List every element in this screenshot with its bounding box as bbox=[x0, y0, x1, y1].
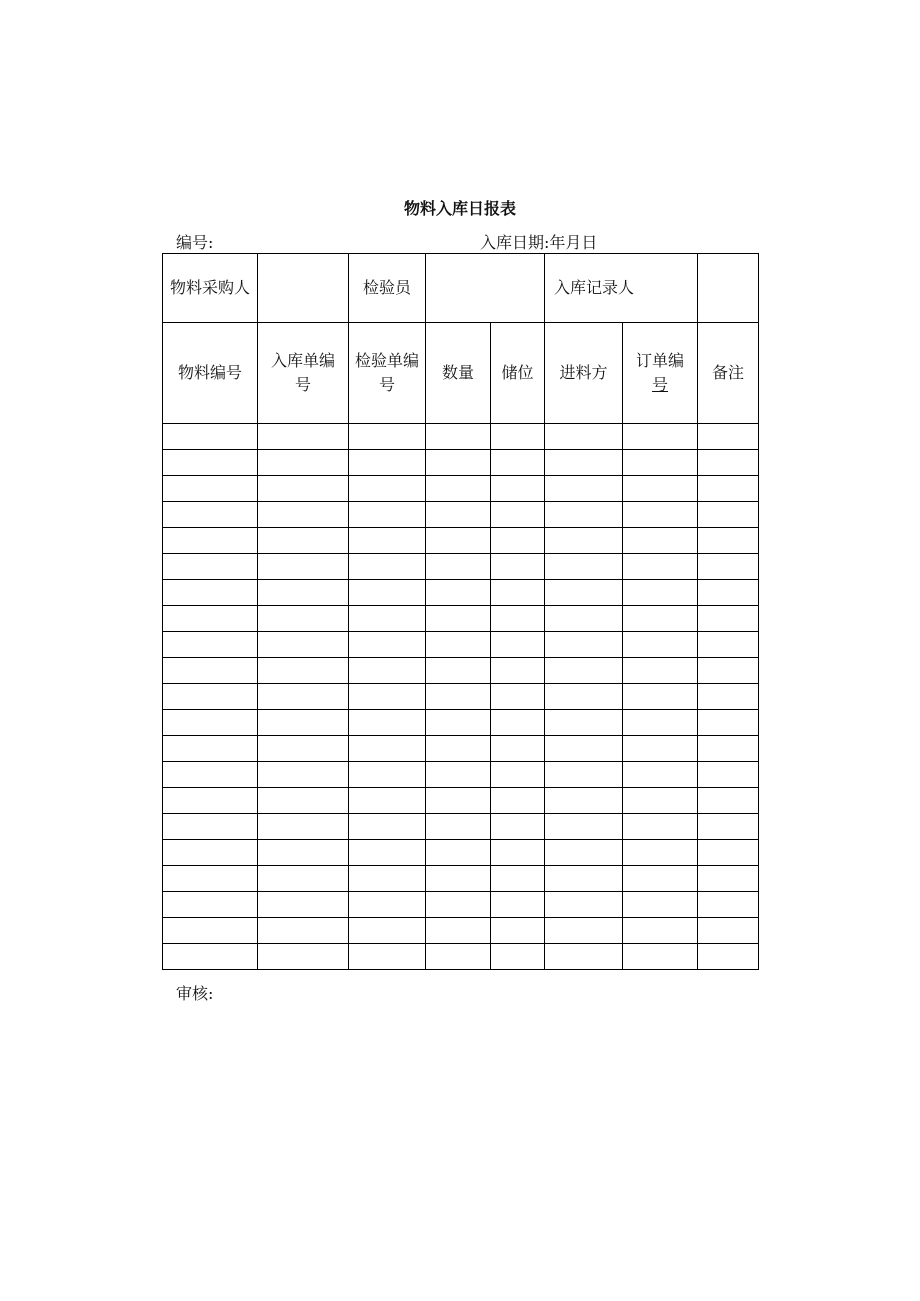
table-cell[interactable] bbox=[258, 814, 349, 840]
table-cell[interactable] bbox=[163, 736, 258, 762]
receipt-date-label: 入库日期:年月日 bbox=[480, 233, 598, 252]
table-row bbox=[163, 918, 759, 944]
table-cell[interactable] bbox=[258, 684, 349, 710]
table-cell[interactable] bbox=[698, 788, 759, 814]
table-cell[interactable] bbox=[258, 658, 349, 684]
table-cell[interactable] bbox=[258, 710, 349, 736]
table-cell[interactable] bbox=[545, 736, 623, 762]
table-cell[interactable] bbox=[491, 918, 545, 944]
table-cell[interactable] bbox=[349, 684, 426, 710]
table-cell[interactable] bbox=[623, 450, 698, 476]
table-cell[interactable] bbox=[426, 606, 491, 632]
table-cell[interactable] bbox=[623, 892, 698, 918]
table-cell[interactable] bbox=[698, 450, 759, 476]
table-cell[interactable] bbox=[698, 424, 759, 450]
table-cell[interactable] bbox=[349, 450, 426, 476]
header-storage-location: 储位 bbox=[491, 323, 545, 424]
table-cell[interactable] bbox=[163, 840, 258, 866]
table-cell[interactable] bbox=[258, 424, 349, 450]
table-cell[interactable] bbox=[545, 450, 623, 476]
table-cell[interactable] bbox=[349, 840, 426, 866]
table-cell[interactable] bbox=[623, 684, 698, 710]
table-cell[interactable] bbox=[545, 866, 623, 892]
table-cell[interactable] bbox=[491, 814, 545, 840]
table-cell[interactable] bbox=[258, 450, 349, 476]
inspector-label: 检验员 bbox=[349, 254, 426, 323]
table-cell[interactable] bbox=[349, 502, 426, 528]
table-cell[interactable] bbox=[163, 632, 258, 658]
table-cell[interactable] bbox=[349, 892, 426, 918]
purchaser-label: 物料采购人 bbox=[163, 254, 258, 323]
table-cell[interactable] bbox=[623, 580, 698, 606]
table-row bbox=[163, 658, 759, 684]
table-cell[interactable] bbox=[426, 632, 491, 658]
table-row bbox=[163, 606, 759, 632]
table-cell[interactable] bbox=[698, 658, 759, 684]
table-cell[interactable] bbox=[163, 684, 258, 710]
table-row bbox=[163, 944, 759, 970]
table-cell[interactable] bbox=[545, 476, 623, 502]
table-cell[interactable] bbox=[349, 580, 426, 606]
table-cell[interactable] bbox=[258, 476, 349, 502]
table-cell[interactable] bbox=[545, 502, 623, 528]
table-cell[interactable] bbox=[349, 476, 426, 502]
table-cell[interactable] bbox=[163, 866, 258, 892]
table-cell[interactable] bbox=[491, 736, 545, 762]
table-cell[interactable] bbox=[698, 684, 759, 710]
table-cell[interactable] bbox=[163, 606, 258, 632]
table-cell[interactable] bbox=[163, 580, 258, 606]
table-row bbox=[163, 710, 759, 736]
table-row bbox=[163, 424, 759, 450]
table-cell[interactable] bbox=[623, 710, 698, 736]
table-cell[interactable] bbox=[426, 944, 491, 970]
table-row bbox=[163, 788, 759, 814]
table-cell[interactable] bbox=[426, 762, 491, 788]
table-cell[interactable] bbox=[545, 528, 623, 554]
table-cell[interactable] bbox=[623, 502, 698, 528]
table-cell[interactable] bbox=[426, 528, 491, 554]
table-cell[interactable] bbox=[698, 918, 759, 944]
table-cell[interactable] bbox=[698, 892, 759, 918]
table-cell[interactable] bbox=[258, 840, 349, 866]
table-cell[interactable] bbox=[426, 918, 491, 944]
table-cell[interactable] bbox=[163, 424, 258, 450]
table-cell[interactable] bbox=[163, 554, 258, 580]
table-cell[interactable] bbox=[349, 736, 426, 762]
table-cell[interactable] bbox=[491, 424, 545, 450]
table-cell[interactable] bbox=[623, 606, 698, 632]
table-cell[interactable] bbox=[545, 632, 623, 658]
table-cell[interactable] bbox=[258, 944, 349, 970]
table-cell[interactable] bbox=[163, 944, 258, 970]
table-cell[interactable] bbox=[545, 606, 623, 632]
table-cell[interactable] bbox=[491, 528, 545, 554]
table-cell[interactable] bbox=[623, 554, 698, 580]
table-cell[interactable] bbox=[491, 944, 545, 970]
table-cell[interactable] bbox=[623, 840, 698, 866]
table-cell[interactable] bbox=[426, 580, 491, 606]
table-cell[interactable] bbox=[698, 866, 759, 892]
table-cell[interactable] bbox=[163, 892, 258, 918]
table-cell[interactable] bbox=[623, 944, 698, 970]
table-row bbox=[163, 528, 759, 554]
table-cell[interactable] bbox=[698, 606, 759, 632]
table-cell[interactable] bbox=[349, 554, 426, 580]
table-row bbox=[163, 554, 759, 580]
table-cell[interactable] bbox=[623, 866, 698, 892]
table-cell[interactable] bbox=[698, 476, 759, 502]
purchaser-input-cell[interactable] bbox=[258, 254, 349, 323]
table-row bbox=[163, 502, 759, 528]
table-cell[interactable] bbox=[426, 476, 491, 502]
table-cell[interactable] bbox=[163, 476, 258, 502]
table-cell[interactable] bbox=[545, 944, 623, 970]
header-supplier: 进料方 bbox=[545, 323, 623, 424]
table-cell[interactable] bbox=[258, 866, 349, 892]
table-cell[interactable] bbox=[258, 736, 349, 762]
table-cell[interactable] bbox=[349, 944, 426, 970]
table-cell[interactable] bbox=[623, 736, 698, 762]
table-cell[interactable] bbox=[258, 528, 349, 554]
table-cell[interactable] bbox=[491, 502, 545, 528]
table-cell[interactable] bbox=[426, 840, 491, 866]
table-cell[interactable] bbox=[698, 762, 759, 788]
table-cell[interactable] bbox=[426, 554, 491, 580]
table-row bbox=[163, 684, 759, 710]
table-cell[interactable] bbox=[491, 788, 545, 814]
table-cell[interactable] bbox=[163, 658, 258, 684]
table-cell[interactable] bbox=[491, 658, 545, 684]
table-cell[interactable] bbox=[545, 580, 623, 606]
table-row bbox=[163, 866, 759, 892]
table-cell[interactable] bbox=[698, 554, 759, 580]
table-row bbox=[163, 632, 759, 658]
table-cell[interactable] bbox=[349, 762, 426, 788]
column-header-row bbox=[163, 323, 759, 424]
table-cell[interactable] bbox=[163, 918, 258, 944]
table-cell[interactable] bbox=[426, 450, 491, 476]
table-cell[interactable] bbox=[698, 580, 759, 606]
table-cell[interactable] bbox=[258, 918, 349, 944]
recorder-label-cell bbox=[545, 254, 698, 323]
table-cell[interactable] bbox=[623, 476, 698, 502]
table-cell[interactable] bbox=[163, 788, 258, 814]
table-row bbox=[163, 736, 759, 762]
table-cell[interactable] bbox=[623, 788, 698, 814]
table-row bbox=[163, 450, 759, 476]
table-cell[interactable] bbox=[258, 580, 349, 606]
table-row bbox=[163, 892, 759, 918]
table-cell[interactable] bbox=[491, 866, 545, 892]
table-cell[interactable] bbox=[163, 762, 258, 788]
table-cell[interactable] bbox=[426, 502, 491, 528]
table-cell[interactable] bbox=[698, 944, 759, 970]
table-cell[interactable] bbox=[491, 762, 545, 788]
table-cell[interactable] bbox=[491, 632, 545, 658]
table-cell[interactable] bbox=[623, 424, 698, 450]
table-cell[interactable] bbox=[349, 528, 426, 554]
table-cell[interactable] bbox=[349, 814, 426, 840]
header-receipt-no: 入库单编 号 bbox=[258, 323, 349, 424]
table-cell[interactable] bbox=[698, 710, 759, 736]
table-cell[interactable] bbox=[163, 528, 258, 554]
table-cell[interactable] bbox=[491, 476, 545, 502]
table-cell[interactable] bbox=[163, 502, 258, 528]
table-cell[interactable] bbox=[426, 424, 491, 450]
table-cell[interactable] bbox=[426, 658, 491, 684]
table-row bbox=[163, 840, 759, 866]
table-cell[interactable] bbox=[258, 762, 349, 788]
table-cell[interactable] bbox=[426, 892, 491, 918]
header-material-code: 物料编号 bbox=[163, 323, 258, 424]
table-row bbox=[163, 580, 759, 606]
table-cell[interactable] bbox=[545, 684, 623, 710]
table-cell[interactable] bbox=[623, 762, 698, 788]
table-cell[interactable] bbox=[426, 788, 491, 814]
table-row bbox=[163, 476, 759, 502]
table-cell[interactable] bbox=[163, 450, 258, 476]
table-cell[interactable] bbox=[349, 606, 426, 632]
table-cell[interactable] bbox=[545, 814, 623, 840]
table-cell[interactable] bbox=[698, 502, 759, 528]
header-order-no: 订单编 号 bbox=[623, 323, 698, 424]
recorder-input-cell[interactable] bbox=[698, 254, 759, 323]
review-label: 审核: bbox=[176, 984, 214, 1003]
header-inspection-no: 检验单编 号 bbox=[349, 323, 426, 424]
table-cell[interactable] bbox=[698, 528, 759, 554]
table-cell[interactable] bbox=[545, 762, 623, 788]
table-row bbox=[163, 762, 759, 788]
table-cell[interactable] bbox=[349, 424, 426, 450]
header-remarks: 备注 bbox=[698, 323, 759, 424]
table-cell[interactable] bbox=[349, 918, 426, 944]
table-cell[interactable] bbox=[623, 918, 698, 944]
table-cell[interactable] bbox=[258, 788, 349, 814]
table-cell[interactable] bbox=[698, 814, 759, 840]
table-cell[interactable] bbox=[163, 710, 258, 736]
table-cell[interactable] bbox=[349, 788, 426, 814]
table-cell[interactable] bbox=[491, 580, 545, 606]
table-cell[interactable] bbox=[698, 840, 759, 866]
table-cell[interactable] bbox=[258, 892, 349, 918]
table-cell[interactable] bbox=[545, 918, 623, 944]
receipt-table bbox=[162, 253, 759, 970]
table-cell[interactable] bbox=[349, 866, 426, 892]
form-title: 物料入库日报表 bbox=[403, 199, 516, 218]
table-cell[interactable] bbox=[623, 632, 698, 658]
table-cell[interactable] bbox=[545, 788, 623, 814]
table-cell[interactable] bbox=[491, 450, 545, 476]
table-cell[interactable] bbox=[623, 814, 698, 840]
table-cell[interactable] bbox=[426, 710, 491, 736]
table-cell[interactable] bbox=[698, 736, 759, 762]
table-cell[interactable] bbox=[491, 840, 545, 866]
table-cell[interactable] bbox=[491, 892, 545, 918]
table-cell[interactable] bbox=[698, 632, 759, 658]
table-cell[interactable] bbox=[545, 424, 623, 450]
table-row bbox=[163, 814, 759, 840]
table-cell[interactable] bbox=[491, 554, 545, 580]
table-cell[interactable] bbox=[545, 710, 623, 736]
recorder-label: 入库记录人 bbox=[554, 278, 635, 297]
table-cell[interactable] bbox=[258, 632, 349, 658]
table-cell[interactable] bbox=[545, 658, 623, 684]
table-cell[interactable] bbox=[545, 554, 623, 580]
table-cell[interactable] bbox=[258, 502, 349, 528]
table-cell[interactable] bbox=[491, 710, 545, 736]
table-cell[interactable] bbox=[426, 684, 491, 710]
table-cell[interactable] bbox=[545, 892, 623, 918]
table-cell[interactable] bbox=[623, 658, 698, 684]
table-cell[interactable] bbox=[349, 658, 426, 684]
table-cell[interactable] bbox=[491, 606, 545, 632]
table-cell[interactable] bbox=[426, 736, 491, 762]
inspector-input-cell[interactable] bbox=[426, 254, 545, 323]
table-cell[interactable] bbox=[258, 606, 349, 632]
table-cell[interactable] bbox=[491, 684, 545, 710]
table-cell[interactable] bbox=[545, 840, 623, 866]
signature-row bbox=[163, 254, 759, 323]
table-cell[interactable] bbox=[426, 866, 491, 892]
table-cell[interactable] bbox=[258, 554, 349, 580]
table-cell[interactable] bbox=[163, 814, 258, 840]
table-cell[interactable] bbox=[349, 632, 426, 658]
table-cell[interactable] bbox=[623, 528, 698, 554]
table-cell[interactable] bbox=[349, 710, 426, 736]
serial-number-label: 编号: bbox=[176, 233, 214, 252]
header-quantity: 数量 bbox=[426, 323, 491, 424]
table-cell[interactable] bbox=[426, 814, 491, 840]
